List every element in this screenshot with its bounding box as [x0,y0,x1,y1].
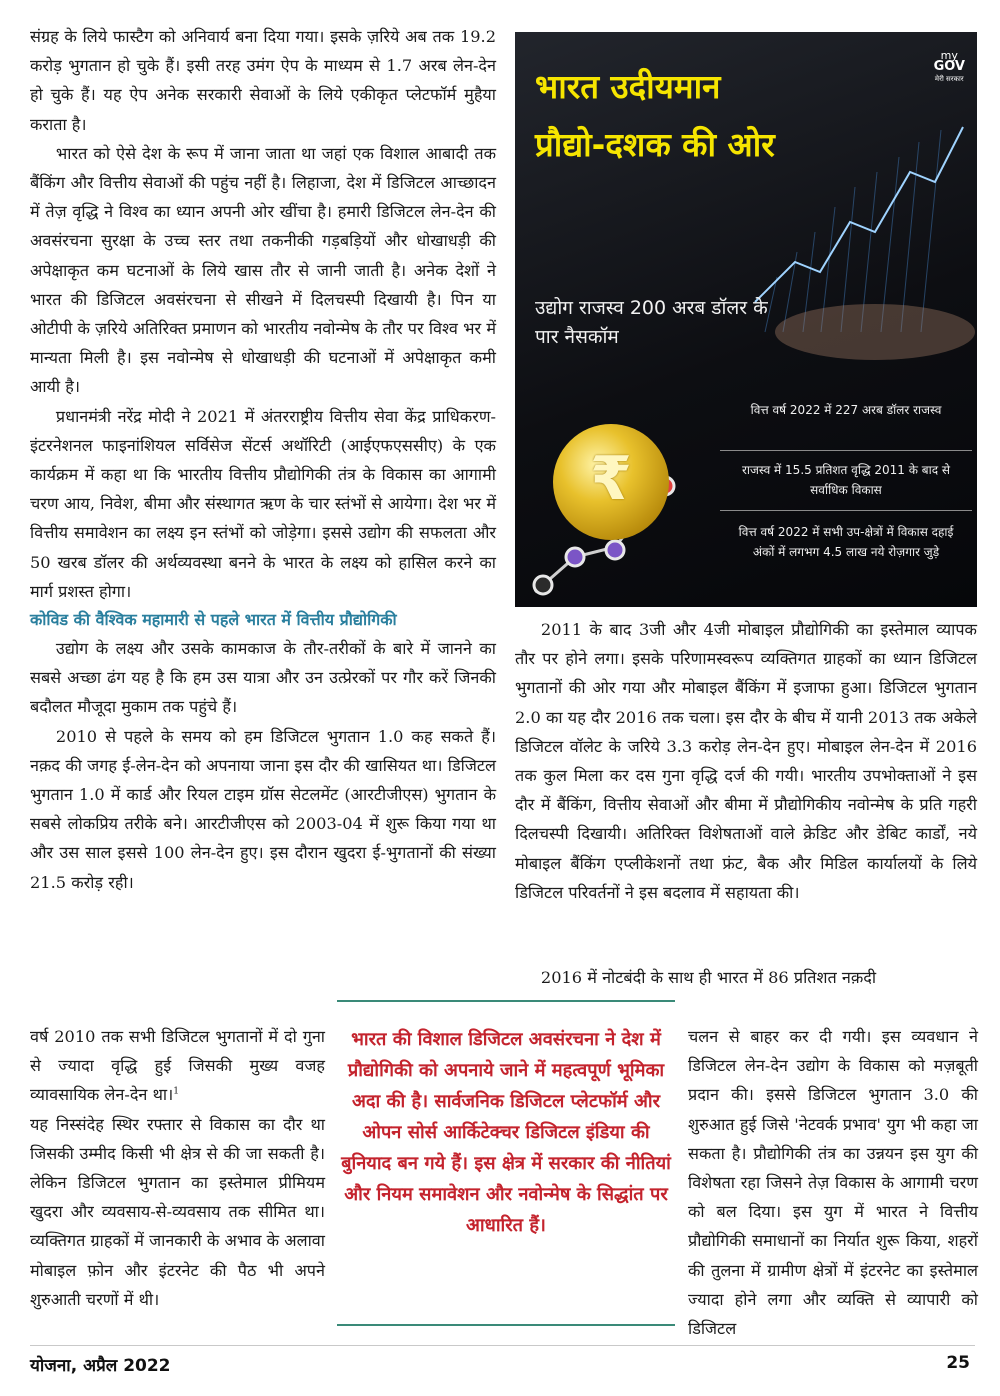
paragraph: यह निस्संदेह स्थिर रफ्तार से विकास का दौर था जिसकी उम्मीद किसी भी क्षेत्र से की जा सकती है। लेकिन डिजिटल भुगतान का इस्तेमाल प्रीमियम खुदरा और व्यवसाय-से-व्यवसाय तक सीमित था। व्यक्तिगत ग्राहकों में जानकारी के अभाव के अलावा मोबाइल फ़ोन और इंटरनेट की पैठ भी अपने शुरुआती चरणों में थी। [30,1114,325,1309]
publication-name: योजना, अप्रैल 2022 [30,1356,171,1376]
page-number: 25 [946,1353,970,1373]
divider [720,510,972,511]
logo-tagline: मेरी सरकार [934,75,964,83]
pull-quote-text: भारत की विशाल डिजिटल अवसंरचना ने देश में प्रौद्योगिकी को अपनाये जाने में महत्वपूर्ण भूमिका अदा की है। सार्वजनिक डिजिटल प्लेटफॉर्म और ओपन सोर्स आर्किटेक्चर डिजिटल इंडिया की बुनियाद बन गये हैं। इस क्षेत्र में सरकार की नीतियां और नियम समावेशन और नवोन्मेष के सिद्धांत पर आधारित हैं। [341,1029,671,1236]
footnote-marker: 1 [173,1087,179,1098]
rupee-coin-icon [553,424,669,540]
logo-text: GOV [933,59,965,74]
chart-node [534,576,552,594]
rupee-symbol: ₹ [590,444,632,514]
right-column-lead [515,963,977,992]
left-column [30,22,496,897]
stat-growth: राजस्व में 15.5 प्रतिशत वृद्धि 2011 के बाद से सर्वाधिक विकास [741,463,950,497]
paragraph [30,1022,325,1110]
paragraph: प्रधानमंत्री नरेंद्र मोदी ने 2021 में अंतरराष्ट्रीय वित्तीय सेवा केंद्र प्राधिकरण- इंटरनेशनल फाइनांशियल सर्विसेज सेंटर्स अथॉरिटी (आईएफएससीए) के एक कार्यक्रम में कहा था कि भारतीय वित्तीय प्रौद्योगिकी तंत्र के विकास का आगामी चरण आय, निवेश, बीमा और संस्थागत ऋण के चार स्तंभों से आयेगा। देश भर में वित्तीय समावेशन का लक्ष्य इन स्तंभों को जोड़ेगा। इससे उद्योग की सफलता और 50 खरब डॉलर की अर्थव्यवस्था बनने के भारत के लक्ष्य को हासिल करने का मार्ग प्रशस्त होगा। [30,406,496,601]
chart-node [566,548,584,566]
paragraph: 2011 के बाद 3जी और 4जी मोबाइल प्रौद्योगिकी का इस्तेमाल व्यापक तौर पर होने लगा। इसके परिणामस्वरूप व्यक्तिगत ग्राहकों का ध्यान डिजिटल भुगतानों की ओर गया और मोबाइल बैंकिंग में इजाफा हुआ। डिजिटल भुगतान 2.0 का यह दौर 2016 तक चला। इस दौर के बीच में यानी 2013 तक अकेले डिजिटल वॉलेट के जरिये 3.3 करोड़ लेन-देन हुए। मोबाइल लेन-देन में 2016 तक कुल मिला कर दस गुना वृद्धि दर्ज की गयी। भारतीय उपभोक्ताओं ने इस दौर में बैंकिंग, वित्तीय सेवाओं और बीमा में प्रौद्योगिकीय नवोन्मेष के प्रति गहरी दिलचस्पी दिखायी। अतिरिक्त विशेषताओं वाले क्रेडिट और डेबिट कार्डों, नये मोबाइल बैंकिंग एप्लीकेशनों तथा फ्रंट, बैक और मिडिल कार्यालयों के लिये डिजिटल परिवर्तनों ने इस बदलाव में सहायता की। [515,620,977,902]
mygov-logo [934,50,965,85]
paragraph: भारत को ऐसे देश के रूप में जाना जाता था जहां एक विशाल आबादी तक बैंकिंग और वित्तीय सेवाओं की पहुंच नहीं है। लिहाजा, देश में डिजिटल आच्छादन में तेज़ वृद्धि ने विश्व का ध्यान अपनी ओर खींचा है। हमारी डिजिटल लेन-देन की अवसंरचना सुरक्षा के उच्च स्तर तथा तकनीकी गड़बड़ियों और धोखाधड़ी की अपेक्षाकृत कम घटनाओं के लिये खास तौर से जानी जाती है। अनेक देशों ने भारत की डिजिटल अवसंरचना से सीखने में दिलचस्पी दिखायी है। पिन या ओटीपी के ज़रिये अतिरिक्त प्रमाणन को भारतीय नवोन्मेष के तौर पर विश्व भर में मान्यता मिली है। इस नवोन्मेष से धोखाधड़ी की घटनाओं में अपेक्षाकृत कमी आयी है। [30,143,496,397]
paragraph: उद्योग के लक्ष्य और उसके कामकाज के तौर-तरीकों के बारे में जानने का सबसे अच्छा ढंग यह है कि हम उस यात्रा और उन उत्प्रेरकों पर गौर करें जिनकी बदौलत मौजूदा मुकाम तक पहुंचे हैं। [30,639,496,717]
footer-divider [30,1345,975,1346]
stat-revenue: वित्त वर्ष 2022 में 227 अरब डॉलर राजस्व [750,403,942,417]
paragraph: 2010 से पहले के समय को हम डिजिटल भुगतान 1.0 कह सकते हैं। नक़द की जगह ई-लेन-देन को अपनाया जाना इस दौर की खासियत था। डिजिटल भुगतान 1.0 में कार्ड और रियल टाइम ग्रॉस सेटलमेंट (आरटीजीएस) भुगतान के सबसे लोकप्रिय तरीके बने। आरटीजीएस को 2003-04 में शुरू किया गया था और उस साल इससे 100 लेन-देन हुए। इस दौरान खुदरा ई-भुगतानों की संख्या 21.5 करोड़ रही। [30,726,496,892]
section-heading: कोविड की वैश्विक महामारी से पहले भारत में वित्तीय प्रौद्योगिकी [30,610,397,630]
pull-quote [337,1000,675,1326]
stat-jobs: वित्त वर्ष 2022 में सभी उप-क्षेत्रों में विकास दहाई अंकों में लगभग 4.5 लाख नये रोज़गार जुड़े [738,525,954,559]
infographic [515,32,977,607]
infographic-subtitle: उद्योग राजस्व 200 अरब डॉलर के पार नैसकॉम [535,297,768,348]
right-column-narrow [688,1022,978,1343]
chart-node [606,541,624,559]
left-column-narrow [30,1022,325,1314]
infographic-title: भारत उदीयमान प्रौद्यो-दशक की ओर [535,67,775,164]
paragraph-lead: 2016 में नोटबंदी के साथ ही भारत में 86 प्रतिशत नक़दी [540,968,877,987]
divider [720,450,972,451]
paragraph: चलन से बाहर कर दी गयी। इस व्यवधान ने डिजिटल लेन-देन उद्योग के विकास को मज़बूती प्रदान की। इससे डिजिटल भुगतान 3.0 की शुरुआत हुई जिसे 'नेटवर्क प्रभाव' युग भी कहा जा सकता है। प्रौद्योगिकी तंत्र का उन्नयन इस युग की विशेषता रहा जिसने तेज़ विकास के आगामी चरण को बल दिया। इस युग में भारत ने वित्तीय प्रौद्योगिकी समाधानों का निर्यात शुरू किया, शहरों की तुलना में ग्रामीण क्षेत्रों में इंटरनेट का इस्तेमाल ज्यादा होने लगा और व्यक्ति से व्यापारी को डिजिटल [688,1027,978,1339]
paragraph-text: वर्ष 2010 तक सभी डिजिटल भुगतानों में दो गुना से ज्यादा वृद्धि हुई जिसकी मुख्य वजह व्यावसायिक लेन-देन था। [30,1027,325,1105]
right-column [515,615,977,907]
paragraph: संग्रह के लिये फास्टैग को अनिवार्य बना दिया गया। इसके ज़रिये अब तक 19.2 करोड़ भुगतान हो चुके हैं। इसी तरह उमंग ऐप के माध्यम से 1.7 अरब लेन-देन हो चुके हैं। यह ऐप अनेक सरकारी सेवाओं के लिये एकीकृत प्लेटफॉर्म मुहैया कराता है। [30,27,496,134]
logo-text: my [940,49,958,62]
